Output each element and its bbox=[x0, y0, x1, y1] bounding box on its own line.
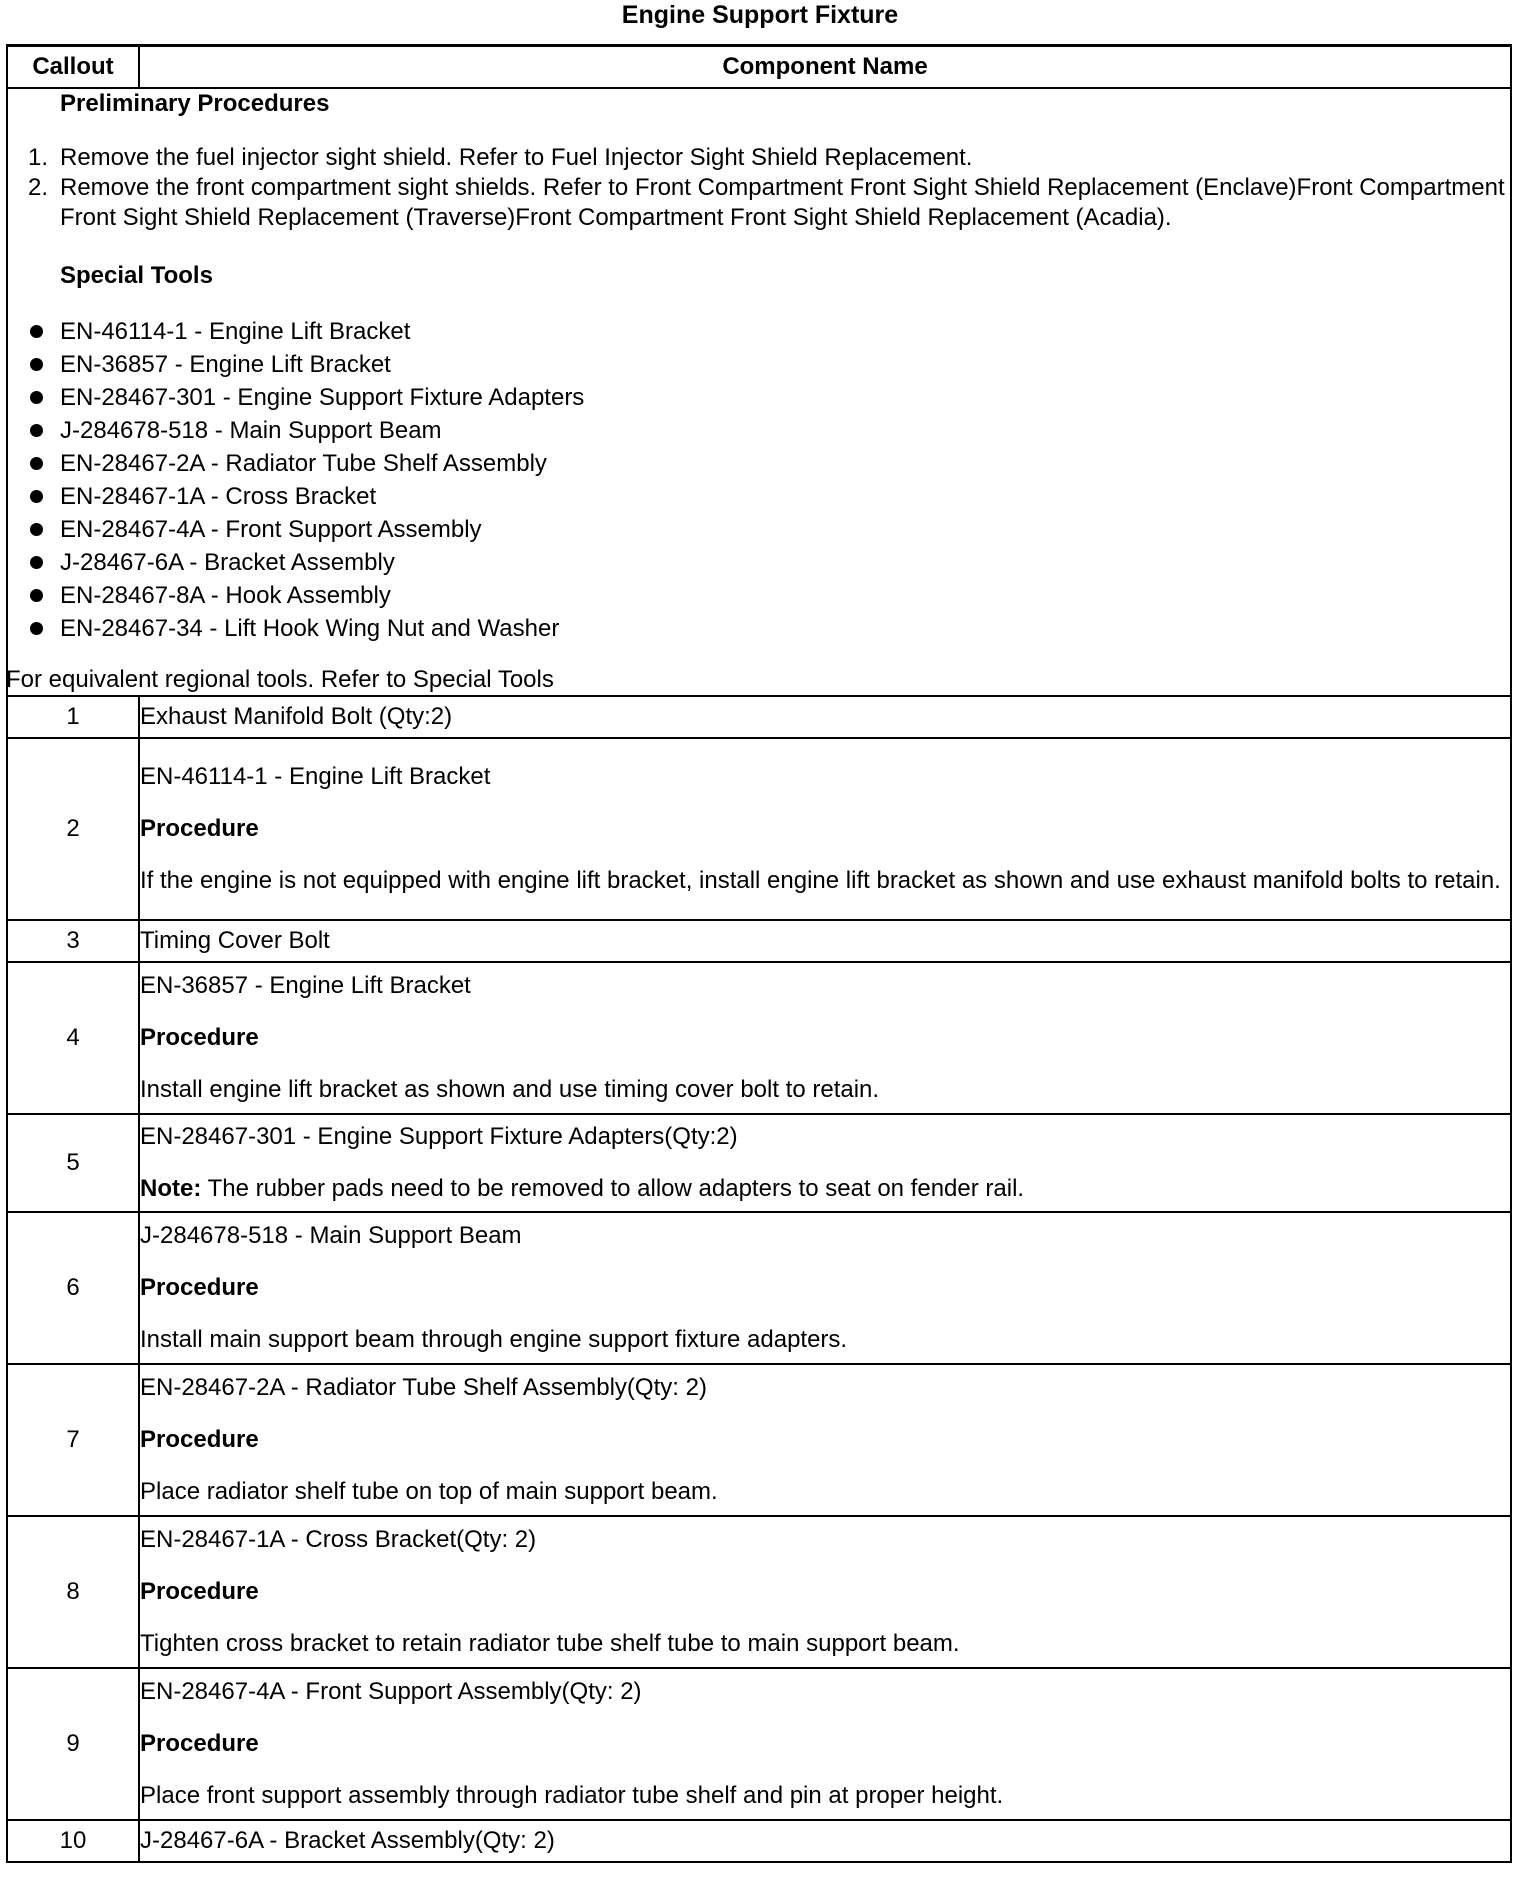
table-row bbox=[7, 1212, 1511, 1364]
procedure-label: Procedure bbox=[140, 1578, 259, 1605]
procedure-text: If the engine is not equipped with engine lift bracket, install engine lift bracket as shown and use exhaust manifold bolts to retain. bbox=[140, 867, 1501, 894]
table-row bbox=[7, 920, 1511, 962]
table-row bbox=[7, 1364, 1511, 1516]
callout-number: 3 bbox=[7, 920, 139, 962]
procedure-label: Procedure bbox=[140, 815, 259, 842]
table-header-row bbox=[7, 46, 1511, 89]
procedure-text: Install main support beam through engine support fixture adapters. bbox=[140, 1326, 848, 1353]
list-item bbox=[8, 173, 1510, 233]
component-name: EN-28467-301 - Engine Support Fixture Adapters(Qty:2) bbox=[140, 1123, 738, 1150]
procedure-label: Procedure bbox=[140, 1274, 259, 1301]
step-number: 2. bbox=[28, 174, 49, 201]
list-item: EN-46114-1 - Engine Lift Bracket bbox=[8, 315, 1510, 348]
table-row bbox=[7, 738, 1511, 920]
callout-number: 7 bbox=[7, 1364, 139, 1516]
list-item: EN-28467-34 - Lift Hook Wing Nut and Washer bbox=[8, 612, 1510, 645]
component-cell bbox=[139, 962, 1511, 1114]
list-item: EN-28467-301 - Engine Support Fixture Adapters bbox=[8, 381, 1510, 414]
callout-number: 9 bbox=[7, 1668, 139, 1820]
callout-number: 1 bbox=[7, 696, 139, 738]
header-component-name: Component Name bbox=[139, 46, 1511, 89]
special-tools-list bbox=[8, 315, 1510, 645]
procedure-text: Place front support assembly through radiator tube shelf and pin at proper height. bbox=[140, 1782, 1004, 1809]
procedure-label: Procedure bbox=[140, 1024, 259, 1051]
component-name: EN-28467-2A - Radiator Tube Shelf Assembly(Qty: 2) bbox=[140, 1374, 707, 1401]
component-table bbox=[6, 44, 1512, 1863]
table-row bbox=[7, 1114, 1511, 1212]
step-text: Remove the fuel injector sight shield. Refer to Fuel Injector Sight Shield Replacement. bbox=[60, 144, 973, 171]
list-item: EN-28467-1A - Cross Bracket bbox=[8, 480, 1510, 513]
list-item: J-28467-6A - Bracket Assembly bbox=[8, 546, 1510, 579]
component-name: EN-46114-1 - Engine Lift Bracket bbox=[140, 763, 491, 790]
header-callout: Callout bbox=[7, 46, 139, 89]
component-cell bbox=[139, 1212, 1511, 1364]
callout-number: 10 bbox=[7, 1820, 139, 1862]
procedure-text: Place radiator shelf tube on top of main support beam. bbox=[140, 1478, 718, 1505]
component-cell bbox=[139, 1114, 1511, 1212]
special-tools-heading: Special Tools bbox=[60, 262, 213, 289]
step-text: Remove the front compartment sight shields. Refer to Front Compartment Front Sight Shield Replacement (Enclave)Front Compartment Front Sight Shield Replacement (Traverse)Front Compartment Front Sight Shield Replacement (Acadia). bbox=[60, 174, 1505, 231]
note-label: Note: bbox=[140, 1175, 202, 1202]
step-number: 1. bbox=[28, 144, 49, 171]
callout-number: 4 bbox=[7, 962, 139, 1114]
preliminary-steps bbox=[8, 143, 1510, 233]
callout-number: 6 bbox=[7, 1212, 139, 1364]
component-cell bbox=[139, 1820, 1511, 1862]
component-name: Exhaust Manifold Bolt (Qty:2) bbox=[140, 703, 453, 730]
component-cell bbox=[139, 696, 1511, 738]
callout-number: 5 bbox=[7, 1114, 139, 1212]
equivalent-tools-note: For equivalent regional tools. Refer to Special Tools bbox=[6, 666, 554, 693]
component-cell bbox=[139, 1516, 1511, 1668]
component-cell bbox=[139, 920, 1511, 962]
component-name: EN-36857 - Engine Lift Bracket bbox=[140, 972, 471, 999]
list-item bbox=[8, 143, 1510, 173]
component-name: J-284678-518 - Main Support Beam bbox=[140, 1222, 522, 1249]
table-row bbox=[7, 1820, 1511, 1862]
document-title: Engine Support Fixture bbox=[621, 1, 899, 29]
callout-number: 2 bbox=[7, 738, 139, 920]
table-row bbox=[7, 1516, 1511, 1668]
procedure-text: Install engine lift bracket as shown and use timing cover bolt to retain. bbox=[140, 1076, 880, 1103]
table-row bbox=[7, 962, 1511, 1114]
component-name: EN-28467-1A - Cross Bracket(Qty: 2) bbox=[140, 1526, 537, 1553]
component-name: Timing Cover Bolt bbox=[140, 927, 330, 954]
note-text bbox=[140, 1174, 1510, 1204]
component-name: J-28467-6A - Bracket Assembly(Qty: 2) bbox=[140, 1827, 555, 1854]
list-item: EN-28467-8A - Hook Assembly bbox=[8, 579, 1510, 612]
preliminary-cell bbox=[7, 88, 1511, 696]
preliminary-row bbox=[7, 88, 1511, 696]
procedure-label: Procedure bbox=[140, 1426, 259, 1453]
preliminary-heading: Preliminary Procedures bbox=[60, 90, 330, 117]
note-body: The rubber pads need to be removed to allow adapters to seat on fender rail. bbox=[201, 1175, 1025, 1202]
component-cell bbox=[139, 738, 1511, 920]
list-item: J-284678-518 - Main Support Beam bbox=[8, 414, 1510, 447]
procedure-label: Procedure bbox=[140, 1730, 259, 1757]
list-item: EN-28467-4A - Front Support Assembly bbox=[8, 513, 1510, 546]
component-name: EN-28467-4A - Front Support Assembly(Qty: 2) bbox=[140, 1678, 642, 1705]
table-row bbox=[7, 1668, 1511, 1820]
list-item: EN-36857 - Engine Lift Bracket bbox=[8, 348, 1510, 381]
list-item: EN-28467-2A - Radiator Tube Shelf Assembly bbox=[8, 447, 1510, 480]
component-cell bbox=[139, 1668, 1511, 1820]
callout-number: 8 bbox=[7, 1516, 139, 1668]
table-row bbox=[7, 696, 1511, 738]
procedure-text: Tighten cross bracket to retain radiator tube shelf tube to main support beam. bbox=[140, 1630, 960, 1657]
component-cell bbox=[139, 1364, 1511, 1516]
